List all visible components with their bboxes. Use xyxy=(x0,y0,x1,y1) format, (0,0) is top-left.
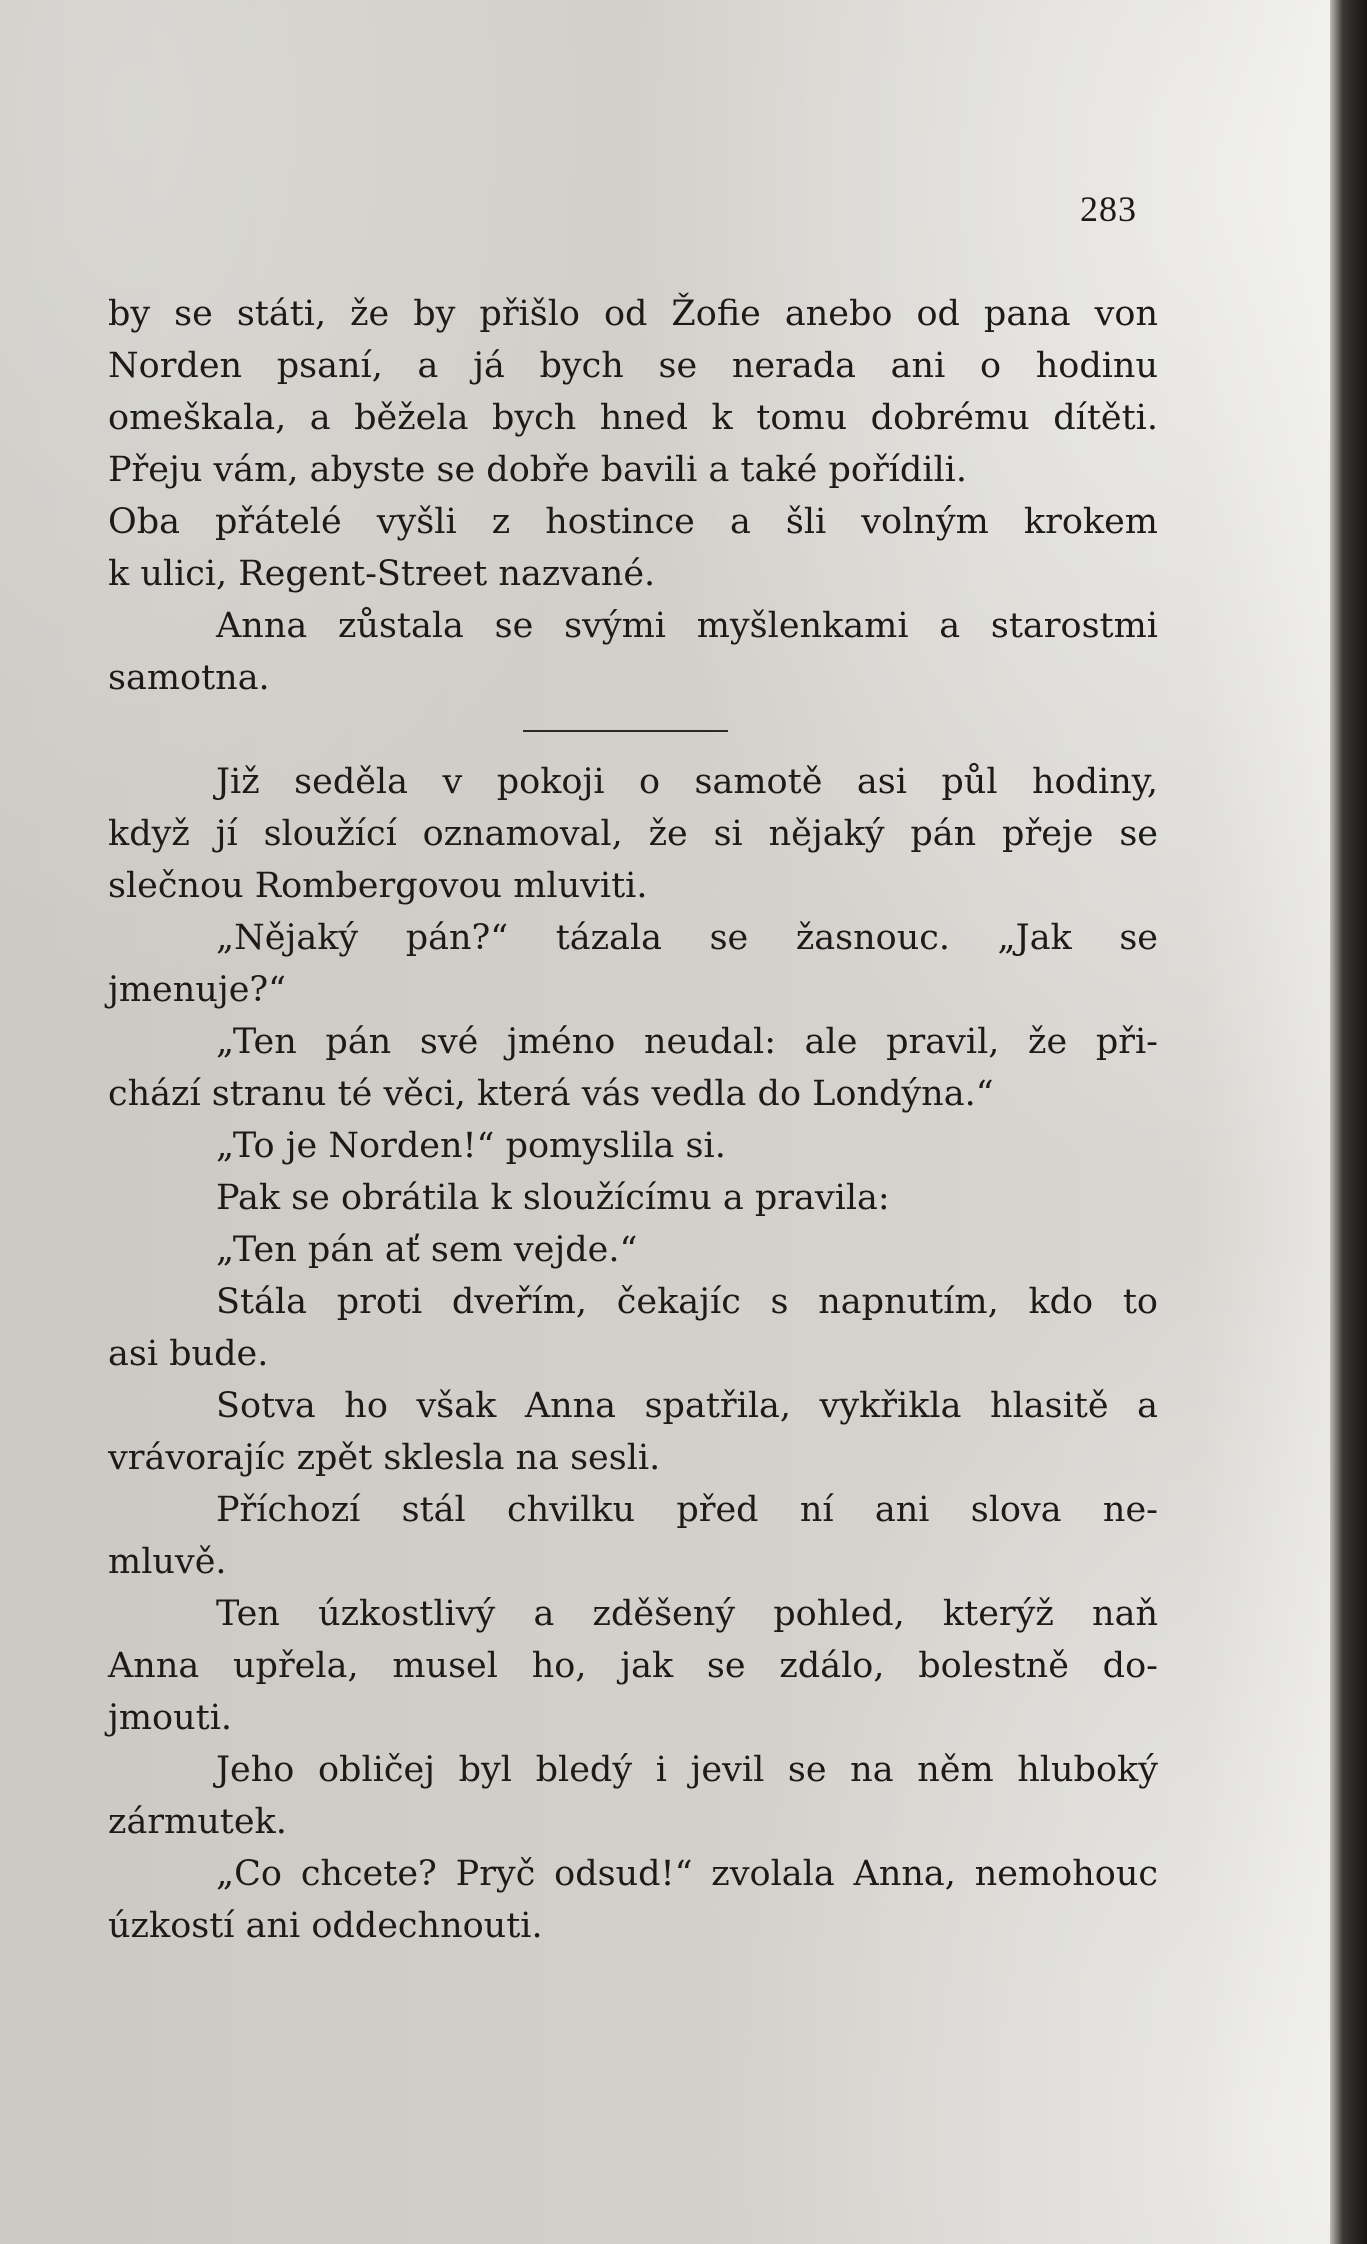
text-line: Již seděla v pokoji o samotě asi půl hodiny, xyxy=(216,762,1158,802)
paragraph xyxy=(108,1380,1158,1484)
section-break xyxy=(108,704,1158,756)
paragraph xyxy=(108,288,1158,496)
text-line: omeškala, a běžela bych hned k tomu dobrému dítěti. xyxy=(108,398,1158,438)
text-line: Sotva ho však Anna spatřila, vykřikla hlasitě a xyxy=(216,1386,1158,1426)
text-line: Pak se obrátila k sloužícímu a pravila: xyxy=(216,1178,890,1218)
text-line: Anna upřela, musel ho, jak se zdálo, bolestně do- xyxy=(108,1646,1158,1686)
text-line: Jeho obličej byl bledý i jevil se na něm hluboký xyxy=(216,1750,1158,1790)
paragraph xyxy=(108,912,1158,1016)
paragraph xyxy=(108,1848,1158,1952)
text-line: „Co chcete? Pryč odsud!“ zvolala Anna, nemohouc xyxy=(216,1854,1158,1894)
text-line: Přeju vám, abyste se dobře bavili a také pořídili. xyxy=(108,450,967,490)
paragraph xyxy=(108,1172,1158,1224)
paragraph xyxy=(108,1276,1158,1380)
text-line: úzkostí ani oddechnouti. xyxy=(108,1906,543,1946)
text-line: vrávorajíc zpět sklesla na sesli. xyxy=(108,1438,661,1478)
text-line: mluvě. xyxy=(108,1542,227,1582)
text-line: „To je Norden!“ pomyslila si. xyxy=(216,1126,726,1166)
page-text xyxy=(108,288,1158,1952)
text-section-before-break xyxy=(108,288,1158,704)
text-line: k ulici, Regent-Street nazvané. xyxy=(108,554,656,594)
paragraph xyxy=(108,1016,1158,1120)
text-line: samotna. xyxy=(108,658,270,698)
paragraph xyxy=(108,600,1158,704)
text-line: Anna zůstala se svými myšlenkami a starostmi xyxy=(216,606,1158,646)
text-line: chází stranu té věci, která vás vedla do Londýna.“ xyxy=(108,1074,994,1114)
text-line: když jí sloužící oznamoval, že si nějaký pán přeje se xyxy=(108,814,1158,854)
paragraph xyxy=(108,1744,1158,1848)
text-section-after-break xyxy=(108,756,1158,1952)
paragraph xyxy=(108,496,1158,600)
text-line: jmenuje?“ xyxy=(108,970,287,1010)
scan-page-edge xyxy=(1330,0,1367,2244)
page-number: 283 xyxy=(1080,189,1137,229)
text-line: „Nějaký pán?“ tázala se žasnouc. „Jak se xyxy=(216,918,1158,958)
text-line: „Ten pán ať sem vejde.“ xyxy=(216,1230,638,1270)
paragraph xyxy=(108,1120,1158,1172)
section-divider-rule xyxy=(523,730,728,732)
text-line: slečnou Rombergovou mluviti. xyxy=(108,866,648,906)
paragraph xyxy=(108,1588,1158,1744)
text-line: Příchozí stál chvilku před ní ani slova ne- xyxy=(216,1490,1158,1530)
paragraph xyxy=(108,756,1158,912)
text-line: by se státi, že by přišlo od Žofie anebo od pana von xyxy=(108,294,1158,334)
paragraph xyxy=(108,1224,1158,1276)
text-line: „Ten pán své jméno neudal: ale pravil, že při- xyxy=(216,1022,1158,1062)
text-line: Oba přátelé vyšli z hostince a šli volným krokem xyxy=(108,502,1158,542)
paragraph xyxy=(108,1484,1158,1588)
text-line: jmouti. xyxy=(108,1698,233,1738)
text-line: zármutek. xyxy=(108,1802,287,1842)
text-line: asi bude. xyxy=(108,1334,269,1374)
text-line: Norden psaní, a já bych se nerada ani o hodinu xyxy=(108,346,1158,386)
text-line: Stála proti dveřím, čekajíc s napnutím, kdo to xyxy=(216,1282,1158,1322)
text-line: Ten úzkostlivý a zděšený pohled, kterýž naň xyxy=(216,1594,1158,1634)
